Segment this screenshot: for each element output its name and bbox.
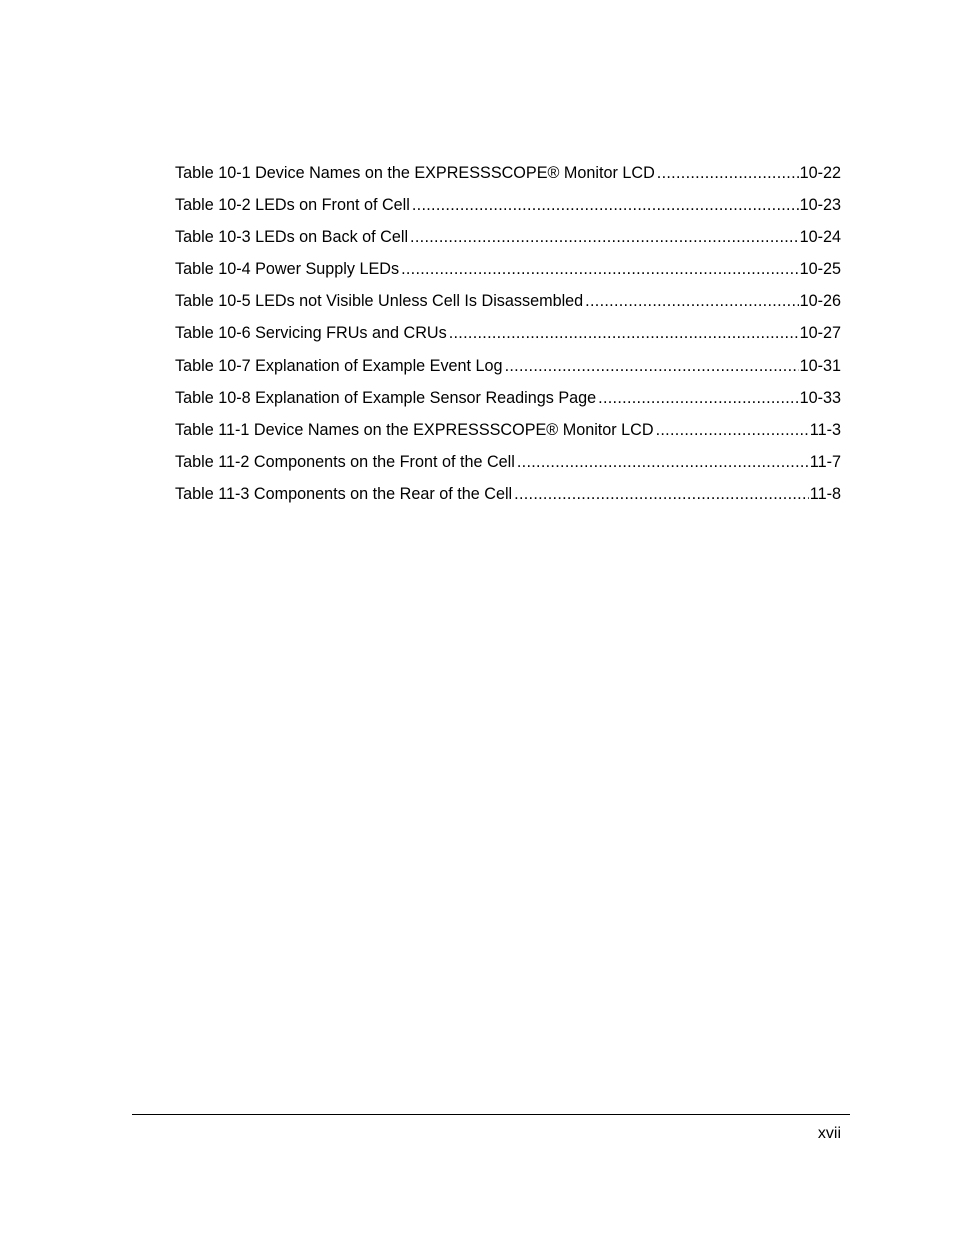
dot-leader — [656, 419, 809, 441]
toc-entry[interactable] — [175, 322, 841, 354]
toc-entry-page: 11-8 — [809, 484, 841, 503]
dot-leader — [598, 387, 798, 409]
toc-entry[interactable] — [175, 355, 841, 387]
toc-entry-title: Table 10-3 LEDs on Back of Cell — [175, 228, 409, 247]
toc-entry-page: 10-23 — [799, 196, 841, 215]
toc-entry-title: Table 11-1 Device Names on the EXPRESSSCOPE® Monitor LCD — [175, 420, 654, 439]
toc-entry-title: Table 10-7 Explanation of Example Event Log — [175, 356, 503, 375]
dot-leader — [657, 162, 799, 184]
toc-entry-title: Table 10-5 LEDs not Visible Unless Cell Is Disassembled — [175, 292, 584, 311]
toc-entry-title: Table 10-1 Device Names on the EXPRESSSCOPE® Monitor LCD — [175, 164, 655, 182]
toc-entry-title: Table 11-2 Components on the Front of the Cell — [175, 452, 515, 471]
toc-entry[interactable] — [175, 162, 841, 194]
toc-entry-page: 11-7 — [809, 452, 841, 471]
toc-entry-page: 10-24 — [799, 228, 841, 247]
toc-entry-title: Table 10-6 Servicing FRUs and CRUs — [175, 324, 447, 343]
toc-entry[interactable] — [175, 419, 841, 451]
dot-leader — [410, 226, 799, 248]
dot-leader — [449, 322, 799, 344]
footer-divider — [132, 1114, 850, 1115]
list-of-tables — [175, 162, 841, 515]
dot-leader — [412, 194, 799, 216]
page-number: xvii — [817, 1125, 841, 1142]
toc-entry[interactable] — [175, 258, 841, 290]
toc-entry-title: Table 10-2 LEDs on Front of Cell — [175, 196, 410, 215]
toc-entry-page: 10-33 — [799, 388, 841, 407]
toc-entry[interactable] — [175, 290, 841, 322]
toc-entry-page: 10-31 — [799, 356, 841, 375]
toc-entry[interactable] — [175, 194, 841, 226]
toc-entry[interactable] — [175, 451, 841, 483]
dot-leader — [514, 483, 809, 505]
toc-entry-title: Table 10-4 Power Supply LEDs — [175, 260, 400, 279]
toc-entry[interactable] — [175, 483, 841, 515]
dot-leader — [517, 451, 809, 473]
toc-entry-page: 10-27 — [799, 324, 841, 343]
dot-leader — [505, 355, 799, 377]
toc-entry-title: Table 10-8 Explanation of Example Sensor Readings Page — [175, 388, 597, 407]
toc-entry[interactable] — [175, 387, 841, 419]
toc-entry-page: 11-3 — [809, 420, 841, 439]
toc-entry[interactable] — [175, 226, 841, 258]
toc-entry-page: 10-25 — [799, 260, 841, 279]
toc-entry-page: 10-26 — [799, 292, 841, 311]
dot-leader — [401, 258, 799, 280]
dot-leader — [585, 290, 798, 312]
toc-entry-title: Table 11-3 Components on the Rear of the Cell — [175, 484, 513, 503]
toc-entry-page: 10-22 — [799, 164, 841, 182]
